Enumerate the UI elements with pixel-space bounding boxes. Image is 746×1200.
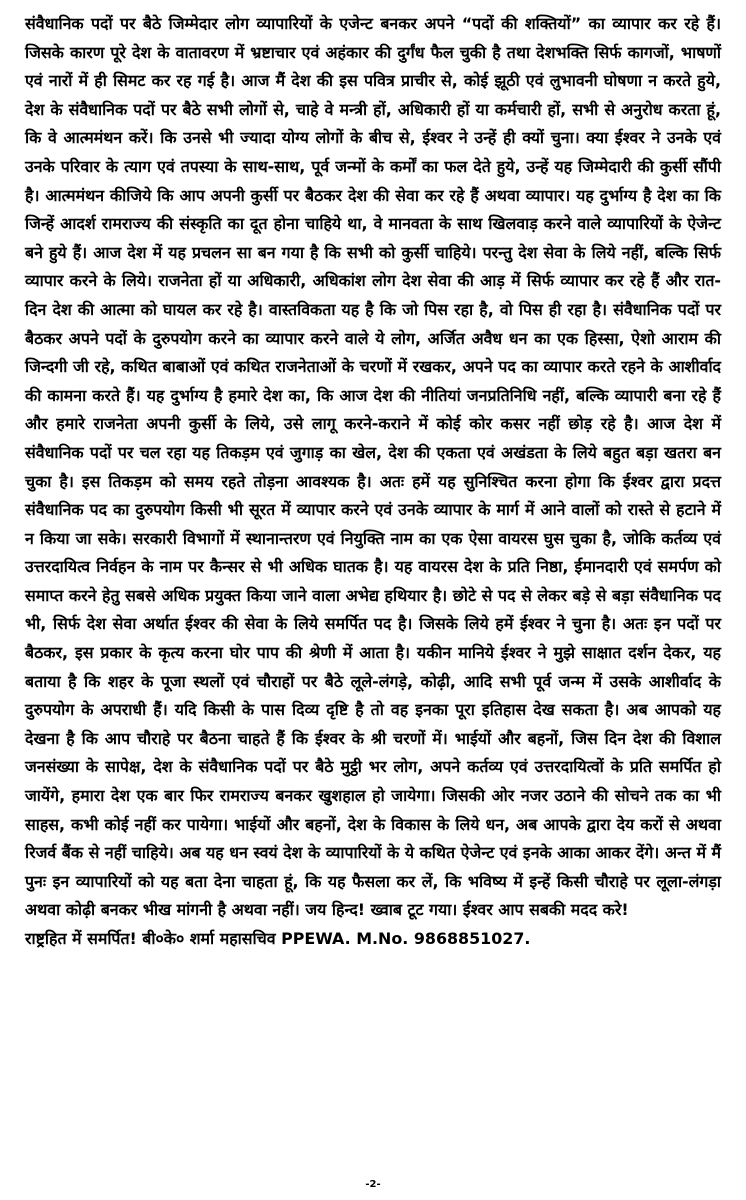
body-paragraph: संवैधानिक पदों पर बैठे जिम्मेदार लोग व्यापारियों के एजेन्ट बनकर अपने “पदों की शक्तियों” का व्यापार कर रहे हैं। जिसके कारण पूरे देश के वातावरण में भ्रष्टाचार एवं अहंकार की दुर्गंध फैल चुकी है तथा देशभक्ति सिर्फ कागजों, भाषणों एवं नारों में ही सिमट कर रह गई है। आज मैं देश की इस पवित्र प्राचीर से, कोई झूठी एवं लुभावनी घोषणा न करते हुये, देश के संवैधानिक पदों पर बैठे सभी लोगों से, चाहे वे मन्त्री हों, अधिकारी हों या कर्मचारी हों, सभी से अनुरोध करता हूं, कि वे आत्ममंथन करें। कि उनसे भी ज्यादा योग्य लोगों के बीच से, ईश्वर ने उन्हें ही क्यों चुना। क्या ईश्वर ने उनके एवं उनके परिवार के त्याग एवं तपस्या के साथ-साथ, पूर्व जन्मों के कर्मों का फल देते हुये, उन्हें यह जिम्मेदारी की कुर्सी सौंपी है। आत्ममंथन कीजिये कि आप अपनी कुर्सी पर बैठकर देश की सेवा कर रहे हैं अथवा व्यापार। यह दुर्भाग्य है देश का कि जिन्हें आदर्श रामराज्य की संस्कृति का दूत होना चाहिये था, वे मानवता के साथ खिलवाड़ करने वाले व्यापारियों के ऐजेन्ट बने हुये हैं। आज देश में यह प्रचलन सा बन गया है कि सभी को कुर्सी चाहिये। परन्तु देश सेवा के लिये नहीं, बल्कि सिर्फ व्यापार करने के लिये। राजनेता हों या अधिकारी, अधिकांश लोग देश सेवा की आड़ में सिर्फ व्यापार कर रहे हैं और रात-दिन देश की आत्मा को घायल कर रहे है। वास्तविकता यह है कि जो पिस रहा है, वो पिस ही रहा है। संवैधानिक पदों पर बैठकर अपने पदों के दुरुपयोग करने का व्यापार करने वाले ये लोग, अर्जित अवैध धन का एक हिस्सा, ऐशो आराम की जिन्दगी जी रहे, कथित बाबाओं एवं कथित राजनेताओं के चरणों में रखकर, अपने पद का व्यापार करते रहने के आशीर्वाद की कामना करते हैं। यह दुर्भाग्य है हमारे देश का, कि आज देश की नीतियां जनप्रतिनिधि नहीं, बल्कि व्यापारी बना रहे हैं और हमारे राजनेता अपनी कुर्सी के लिये, उसे लागू करने-कराने में कोई कोर कसर नहीं छोड़ रहे है। आज देश में संवैधानिक पदों पर चल रहा यह तिकड़म एवं जुगाड़ का खेल, देश की एकता एवं अखंडता के लिये बहुत बड़ा खतरा बन चुका है। इस तिकड़म को समय रहते तोड़ना आवश्यक है। अतः हमें यह सुनिश्चित करना होगा कि ईश्वर द्वारा प्रदत्त संवैधानिक पद का दुरुपयोग किसी भी सूरत में व्यापार करने एवं उनके व्यापार के मार्ग में आने वालों को रास्ते से हटाने में न किया जा सके। सरकारी विभागों में स्थानान्तरण एवं नियुक्ति नाम का एक ऐसा वायरस घुस चुका है, जोकि कर्तव्य एवं उत्तरदायित्व निर्वहन के नाम पर कैन्सर से भी अधिक घातक है। यह वायरस देश के प्रति निष्ठा, ईमानदारी एवं समर्पण को समाप्त करने हेतु सबसे अधिक प्रयुक्त किया जाने वाला अभेद्य हथियार है। छोटे से पद से लेकर बड़े से बड़ा संवैधानिक पद भी, सिर्फ देश सेवा अर्थात ईश्वर की सेवा के लिये समर्पित पद है। जिसके लिये हमें ईश्वर ने चुना है। अतः इन पदों पर बैठकर, इस प्रकार के कृत्य करना घोर पाप की श्रेणी में आता है। यकीन मानिये ईश्वर ने मुझे साक्षात दर्शन देकर, यह बताया है कि शहर के पूजा स्थलों एवं चौराहों पर बैठे लूले-लंगड़े, कोढ़ी, आदि सभी पूर्व जन्म में उसके आशीर्वाद के दुरुपयोग के अपराधी हैं। यदि किसी के पास दिव्य दृष्टि है तो वह इनका पूरा इतिहास देख सकता है। अब आपको यह देखना है कि आप चौराहे पर बैठना चाहते हैं कि ईश्वर के श्री चरणों में। भाईयों और बहनों, जिस दिन देश की विशाल जनसंख्या के सापेक्ष, देश के संवैधानिक पदों पर बैठे मुट्ठी भर लोग, अपने कर्तव्य एवं उत्तरदायित्वों के प्रति समर्पित हो जायेंगे, हमारा देश एक बार फिर रामराज्य बनकर खुशहाल हो जायेगा। जिसकी ओर नजर उठाने की सोचने तक का भी साहस, कभी कोई नहीं कर पायेगा। भाईयों और बहनों, देश के विकास के लिये धन, अब आपके द्वारा देय करों से अथवा रिजर्व बैंक से नहीं चाहिये। अब यह धन स्वयं देश के व्यापारियों के ये कथित ऐजेन्ट एवं इनके आका आकर देंगे। अन्त में मैं पुनः इन व्यापारियों को यह बता देना चाहता हूं, कि यह फैसला कर लें, कि भविष्य में इन्हें किसी चौराहे पर लूला-लंगड़ा अथवा कोढ़ी बनकर भीख मांगनी है अथवा नहीं। जय हिन्द! ख्वाब टूट गया। ईश्वर आप सबकी मदद करे! — [25, 14, 721, 920]
page-number: -2- — [365, 1179, 381, 1190]
signature-line: राष्ट्रहित में समर्पित! बी०के० शर्मा महासचिव PPEWA. M.No. 9868851027. — [25, 929, 531, 948]
